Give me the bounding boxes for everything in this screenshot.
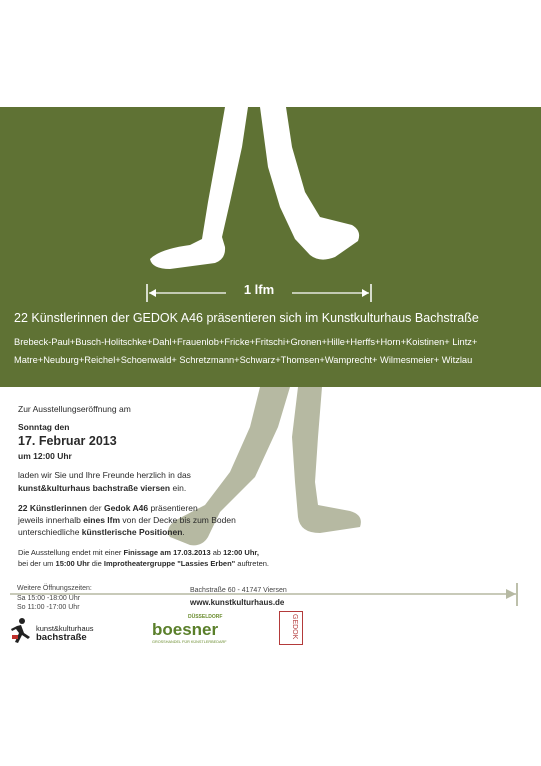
artist-names (14, 334, 536, 369)
opening-hours (17, 584, 92, 613)
artists-line: 22 Künstlerinnen der Gedok A46 präsentieren (18, 503, 198, 513)
walking-legs-illustration (130, 107, 390, 277)
opening-hours-line: So 11:00 -17:00 Uhr (17, 604, 80, 611)
opening-hours-title: Weitere Öffnungszeiten: (17, 585, 92, 592)
invite-line: laden wir Sie und Ihre Freunde herzlich in das (18, 470, 191, 480)
opening-hours-line: Sa 15:00 -18:00 Uhr (17, 594, 81, 602)
measure-label: 1 lfm (243, 282, 275, 297)
headline: 22 Künstlerinnen der GEDOK A46 präsentieren sich im Kunstkulturhaus Bachstraße (14, 311, 479, 325)
kunstkulturhaus-logo: kunst&kulturhaus bachstraße (10, 617, 110, 649)
running-figure-icon (10, 617, 34, 647)
finissage-line: bei der um 15:00 Uhr die Improtheatergruppe "Lassies Erben" auftreten. (18, 559, 269, 568)
venue-line: kunst&kulturhaus bachstraße viersen ein. (18, 483, 187, 493)
finissage-line: Die Ausstellung endet mit einer Finissage am 17.03.2013 ab 12:00 Uhr, (18, 548, 259, 557)
address: Bachstraße 60 - 41747 Viersen (190, 587, 287, 594)
website-link[interactable]: www.kunstkulturhaus.de (190, 598, 285, 607)
event-date: 17. Februar 2013 (18, 434, 117, 448)
event-time: um 12:00 Uhr (18, 451, 72, 461)
artist-names-line: Brebeck-Paul+Busch-Holitschke+Dahl+Frauenlob+Fricke+Fritschi+Gronen+Hille+Herffs+Horn+Koistinen+ Lintz+ (14, 337, 478, 347)
artists-line: jeweils innerhalb eines lfm von der Decke bis zum Boden (18, 515, 236, 525)
intro-text: Zur Ausstellungseröffnung am (18, 404, 131, 414)
gedok-logo: GEDOK (279, 611, 303, 645)
artist-names-line: Matre+Neuburg+Reichel+Schoenwald+ Schretzmann+Schwarz+Thomsen+Wamprecht+ Wilmesmeier+ Witzlau (14, 354, 473, 365)
artists-line: unterschiedliche künstlerische Positionen. (18, 527, 185, 537)
venue-name: kunst&kulturhaus bachstraße viersen (18, 483, 171, 493)
day-text: Sonntag den (18, 422, 70, 432)
boesner-logo: DÜSSELDORF boesner GROSSHANDEL FÜR KÜNSTLERBEDARF (152, 614, 227, 644)
